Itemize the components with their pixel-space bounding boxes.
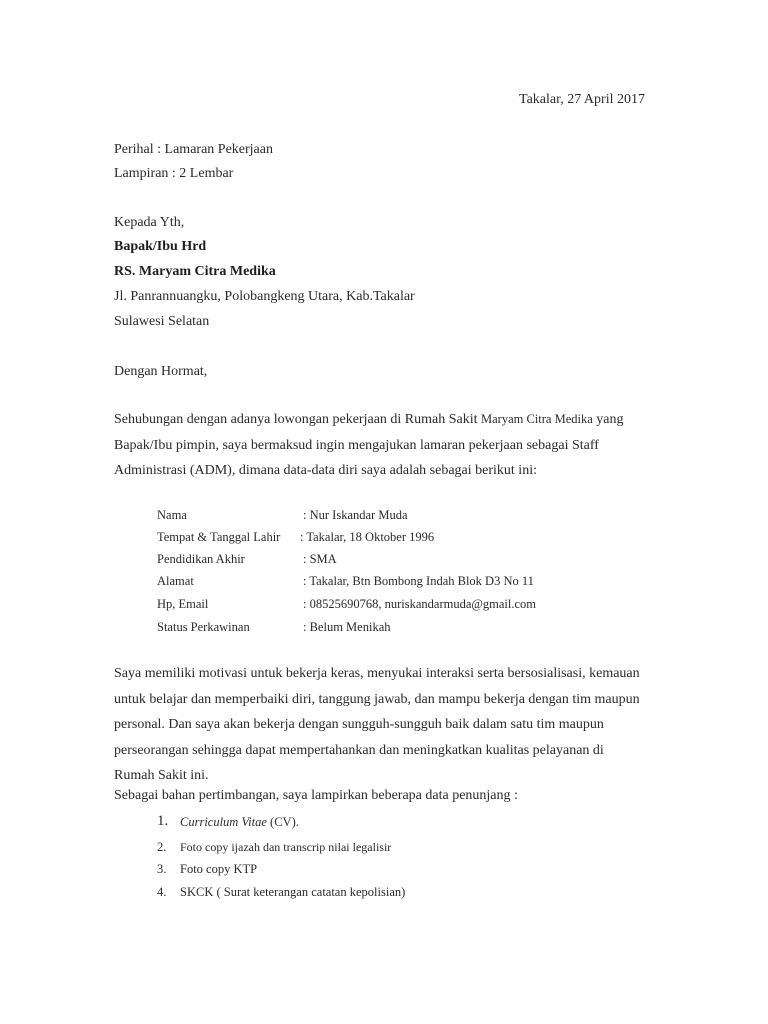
motivation-paragraph: Saya memiliki motivasi untuk bekerja keras, menyukai interaksi serta bersosialisasi, kemauan untuk belajar dan memperbaiki diri, tanggung jawab, dan mampu bekerja dengan tim maupun personal. Dan saya akan bekerja dengan sungguh-sungguh baik dalam satu tim maupun perseorangan sehingga dapat mempertahankan dan meningkatkan kualitas pelayanan di Rumah Sakit ini. xyxy=(114,666,640,783)
info-label-pendidikan: Pendidikan Akhir xyxy=(157,552,245,566)
place-date: Takalar, 27 April 2017 xyxy=(519,92,645,107)
info-value-status: : Belum Menikah xyxy=(303,620,391,634)
recipient-institution: RS. Maryam Citra Medika xyxy=(114,264,276,279)
attachment-number: 3. xyxy=(157,862,167,876)
attachment-rest: (CV). xyxy=(266,815,299,829)
attachment-item: Foto copy ijazah dan transcrip nilai legalisir xyxy=(180,840,392,854)
attachment-item: Foto copy KTP xyxy=(180,862,258,876)
intro-hospital-name: Maryam Citra Medika xyxy=(481,412,593,426)
attachment-item xyxy=(180,815,299,830)
intro-part2: yang Bapak/Ibu pimpin, saya bermaksud ingin mengajukan lamaran pekerjaan sebagai Staff Administrasi (ADM), dimana data-data diri saya adalah sebagai berikut ini: xyxy=(114,412,624,478)
attachment-item: SKCK ( Surat keterangan catatan kepolisian) xyxy=(180,885,406,899)
recipient-name: Bapak/Ibu Hrd xyxy=(114,239,207,254)
info-label-alamat: Alamat xyxy=(157,574,194,588)
info-label-status: Status Perkawinan xyxy=(157,620,250,634)
recipient-greeting: Kepada Yth, xyxy=(114,215,185,230)
salutation: Dengan Hormat, xyxy=(114,364,208,379)
intro-part1: Sehubungan dengan adanya lowongan pekerjaan di Rumah Sakit xyxy=(114,412,482,427)
info-value-alamat: : Takalar, Btn Bombong Indah Blok D3 No 11 xyxy=(303,574,534,588)
info-value-hp-email: : 08525690768, nuriskandarmuda@gmail.com xyxy=(303,597,537,611)
attachment-number: 1. xyxy=(157,813,169,829)
attachment-number: 4. xyxy=(157,885,167,899)
info-value-nama: : Nur Iskandar Muda xyxy=(303,508,408,522)
attachment-italic: Curriculum Vitae xyxy=(180,815,267,829)
subject-perihal: Perihal : Lamaran Pekerjaan xyxy=(114,142,273,157)
info-label-hp-email: Hp, Email xyxy=(157,597,209,611)
info-label-ttl: Tempat & Tanggal Lahir xyxy=(157,530,281,544)
info-label-nama: Nama xyxy=(157,508,187,522)
recipient-address-line1: Jl. Panrannuangku, Polobangkeng Utara, Kab.Takalar xyxy=(114,289,415,304)
attachments-intro: Sebagai bahan pertimbangan, saya lampirkan beberapa data penunjang : xyxy=(114,788,518,803)
subject-lampiran: Lampiran : 2 Lembar xyxy=(114,166,234,181)
attachment-number: 2. xyxy=(157,840,167,854)
info-value-ttl: : Takalar, 18 Oktober 1996 xyxy=(300,530,435,544)
info-value-pendidikan: : SMA xyxy=(303,552,337,566)
intro-paragraph xyxy=(114,407,644,484)
recipient-address-line2: Sulawesi Selatan xyxy=(114,314,210,329)
